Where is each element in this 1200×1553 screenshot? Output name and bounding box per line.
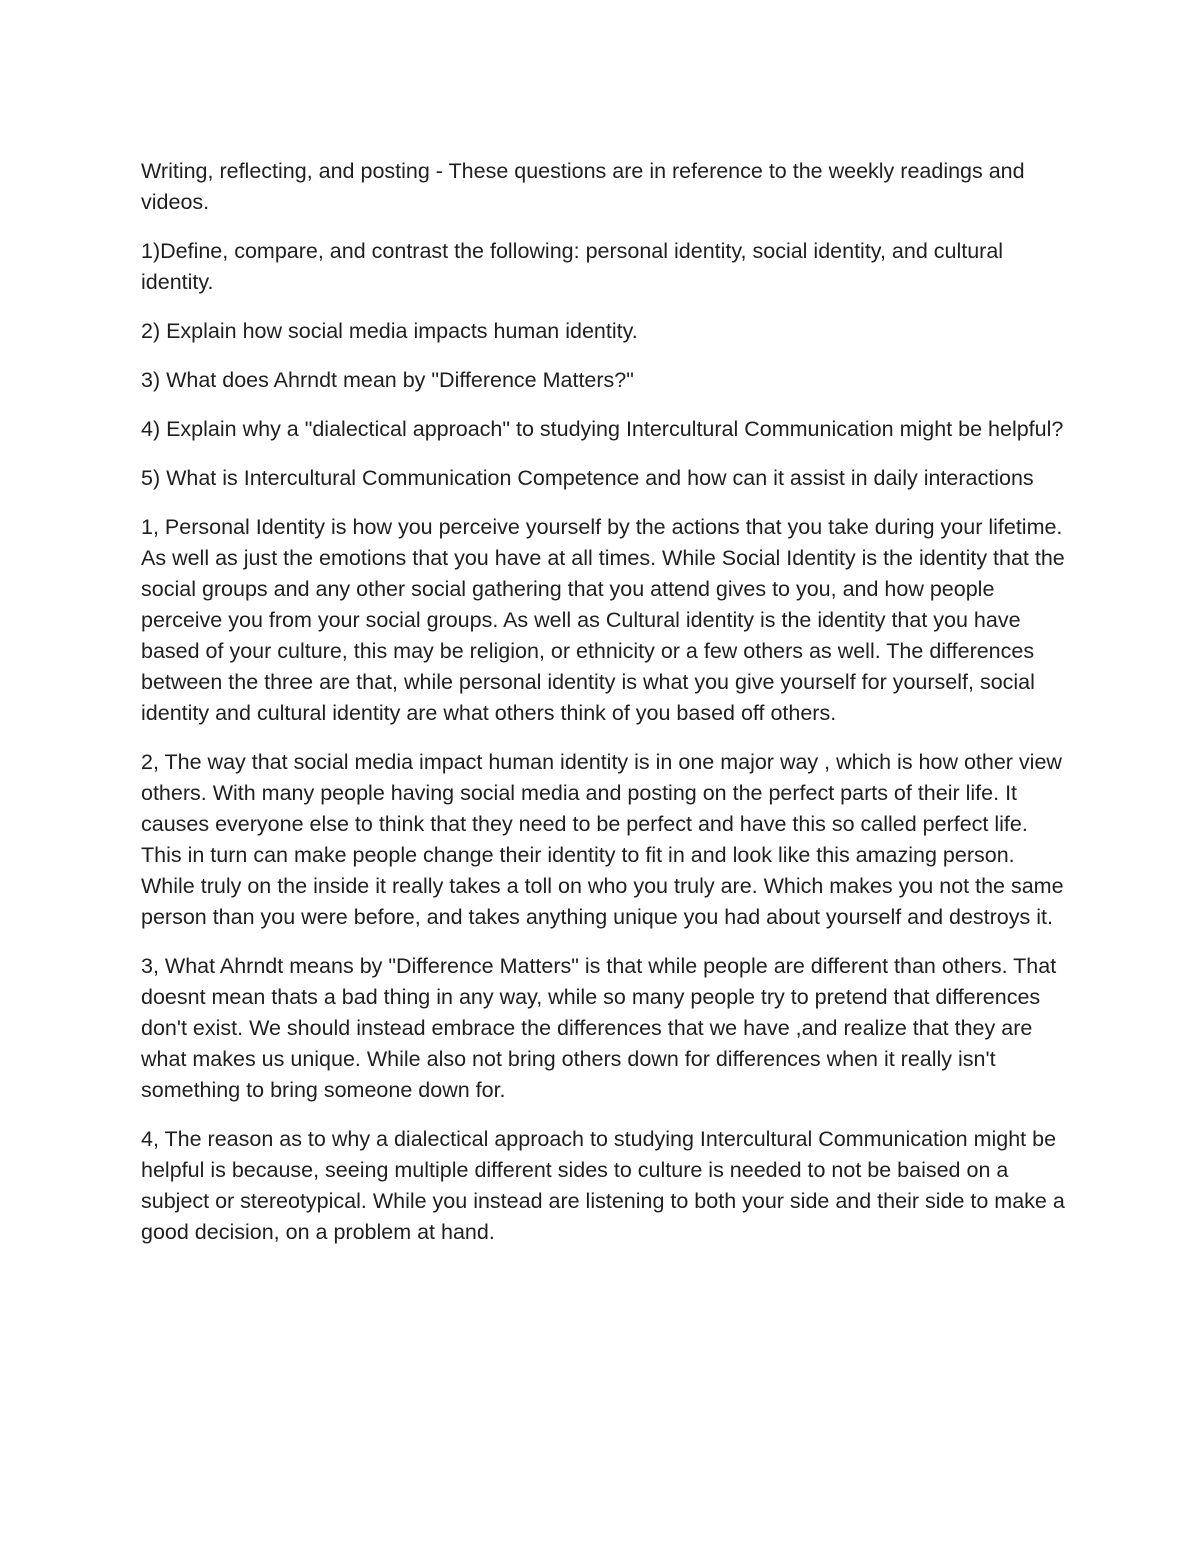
document-body: [141, 156, 1066, 1266]
question-3: 3) What does Ahrndt mean by "Difference Matters?": [141, 368, 634, 392]
intro-paragraph: Writing, reflecting, and posting - These questions are in reference to the weekly readings and videos.: [141, 159, 1025, 214]
answer-3: 3, What Ahrndt means by "Difference Matters" is that while people are different than others. That doesnt mean thats a bad thing in any way, while so many people try to pretend that differences don't exist. We should instead embrace the differences that we have ,and realize that they are what makes us unique. While also not bring others down for differences when it really isn't something to bring someone down for.: [141, 954, 1057, 1102]
question-5: 5) What is Intercultural Communication Competence and how can it assist in daily interactions: [141, 466, 1034, 490]
answer-2: 2, The way that social media impact human identity is in one major way , which is how other view others. With many people having social media and posting on the perfect parts of their life. It causes everyone else to think that they need to be perfect and have this so called perfect life. This in turn can make people change their identity to fit in and look like this amazing person. While truly on the inside it really takes a toll on who you truly are. Which makes you not the same person than you were before, and takes anything unique you had about yourself and destroys it.: [141, 750, 1064, 929]
answer-1: 1, Personal Identity is how you perceive yourself by the actions that you take during your lifetime. As well as just the emotions that you have at all times. While Social Identity is the identity that the social groups and any other social gathering that you attend gives to you, and how people perceive you from your social groups. As well as Cultural identity is the identity that you have based of your culture, this may be religion, or ethnicity or a few others as well. The differences between the three are that, while personal identity is what you give yourself for yourself, social identity and cultural identity are what others think of you based off others.: [141, 515, 1065, 725]
answer-4: 4, The reason as to why a dialectical approach to studying Intercultural Communication might be helpful is because, seeing multiple different sides to culture is needed to not be baised on a subject or stereotypical. While you instead are listening to both your side and their side to make a good decision, on a problem at hand.: [141, 1127, 1065, 1244]
question-2: 2) Explain how social media impacts human identity.: [141, 319, 638, 343]
question-4: 4) Explain why a "dialectical approach" to studying Intercultural Communication might be helpful?: [141, 417, 1064, 441]
question-1: 1)Define, compare, and contrast the following: personal identity, social identity, and cultural identity.: [141, 239, 1004, 294]
